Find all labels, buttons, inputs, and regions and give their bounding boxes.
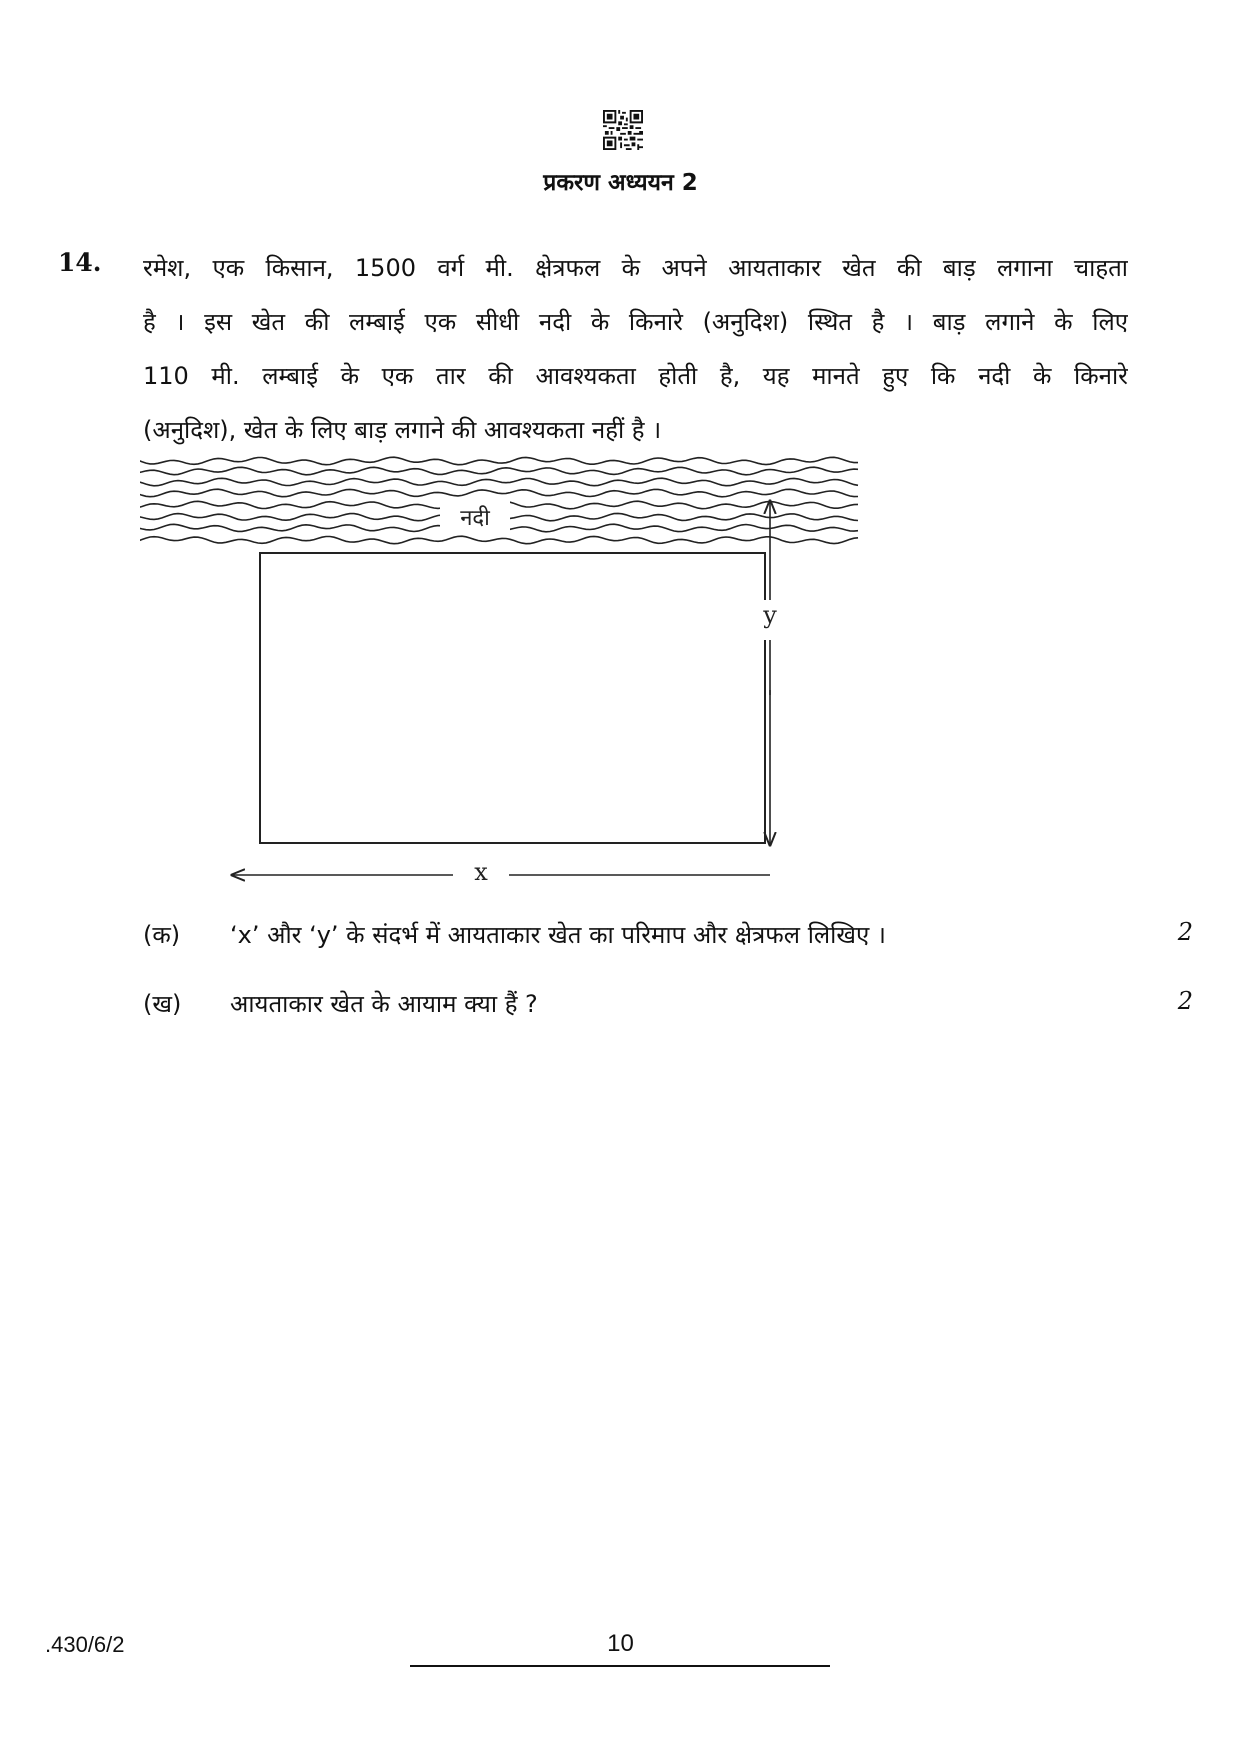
subquestion-text: ‘x’ और ‘y’ के संदर्भ में आयताकार खेत का परिमाप और क्षेत्रफल लिखिए । [230, 921, 887, 949]
question-line: है । इस खेत की लम्बाई एक सीधी नदी के किनारे (अनुदिश) स्थित है । बाड़ लगाने के लिए [143, 308, 1128, 336]
question-line: 110 मी. लम्बाई के एक तार की आवश्यकता होती है, यह मानते हुए कि नदी के किनारे [143, 362, 1128, 390]
question-number: 14. [58, 248, 102, 277]
river-wave-line [140, 536, 858, 544]
river-wave-line [140, 457, 858, 465]
subquestion-label: (क) [143, 921, 181, 949]
question-line: रमेश, एक किसान, 1500 वर्ग मी. क्षेत्रफल के अपने आयताकार खेत की बाड़ लगाना चाहता [143, 254, 1128, 282]
subquestion-b [143, 987, 1193, 1027]
river-wave-line [140, 467, 858, 475]
field-rectangle [260, 553, 765, 843]
section-title: प्रकरण अध्ययन 2 [543, 170, 698, 196]
river-wave-line [140, 489, 858, 497]
paper-code: .430/6/2 [45, 1632, 125, 1657]
x-dimension-label: x [474, 858, 488, 886]
y-dimension-label: y [763, 601, 777, 629]
subquestion-marks: 2 [1177, 918, 1193, 946]
page-number: 10 [607, 1630, 634, 1657]
subquestion-text: आयताकार खेत के आयाम क्या हैं ? [230, 990, 538, 1018]
river-wave-line [140, 478, 858, 486]
subquestion-a [143, 918, 1193, 958]
field-diagram [140, 455, 970, 890]
question-line: (अनुदिश), खेत के लिए बाड़ लगाने की आवश्यकता नहीं है । [143, 416, 662, 444]
subquestion-label: (ख) [143, 990, 182, 1018]
qr-code-icon [603, 110, 643, 150]
river-label: नदी [460, 506, 490, 531]
footer-rule [410, 1665, 830, 1667]
subquestion-marks: 2 [1177, 987, 1193, 1015]
question-text [143, 241, 1128, 457]
